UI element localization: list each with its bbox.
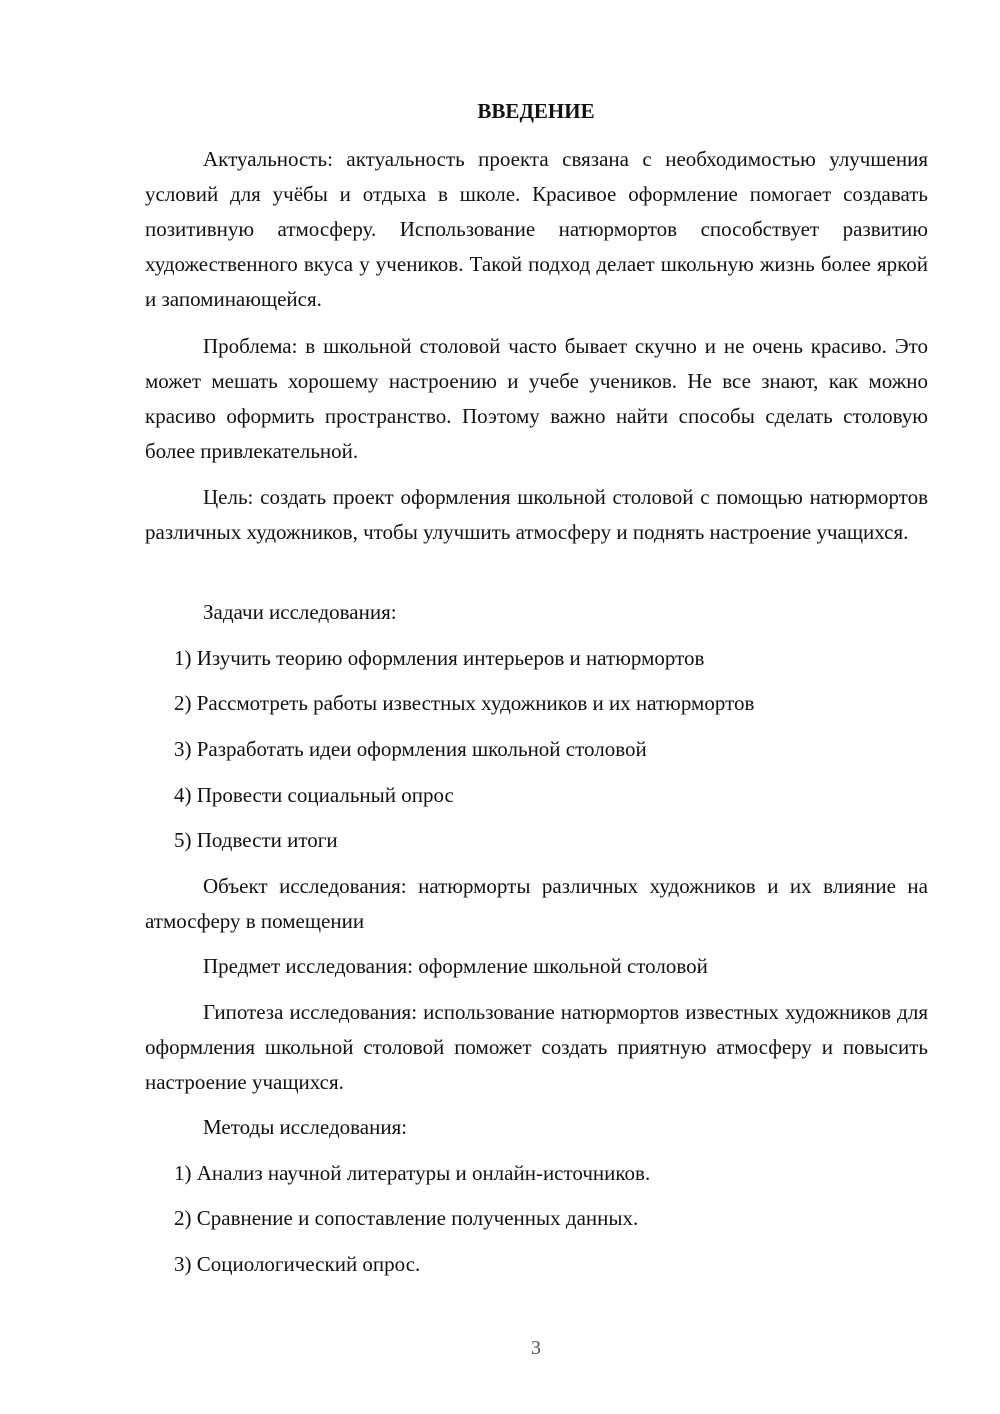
research-subject: Предмет исследования: оформление школьной столовой xyxy=(203,954,708,978)
methods-heading: Методы исследования: xyxy=(203,1115,408,1139)
tasks-heading: Задачи исследования: xyxy=(203,600,397,624)
task-item: 1) Изучить теорию оформления интерьеров и натюрмортов xyxy=(174,646,705,670)
method-item: 1) Анализ научной литературы и онлайн-источников. xyxy=(174,1161,651,1185)
paragraph-relevance: Актуальность: актуальность проекта связана с необходимостью улучшения условий для учёбы и отдыха в школе. Красивое оформление помогает создавать позитивную атмосферу. Использование натюрмортов способствует развитию художественного вкуса у учеников. Такой подход делает школьную жизнь более яркой и запоминающейся. xyxy=(145,147,928,311)
task-item: 3) Разработать идеи оформления школьной столовой xyxy=(174,737,647,761)
paragraph-hypothesis: Гипотеза исследования: использование натюрмортов известных художников для оформления школьной столовой поможет создать приятную атмосферу и повысить настроение учащихся. xyxy=(145,1000,928,1094)
section-heading: ВВЕДЕНИЕ xyxy=(477,99,595,123)
task-item: 5) Подвести итоги xyxy=(174,828,338,852)
paragraph-object: Объект исследования: натюрморты различных художников и их влияние на атмосферу в помещении xyxy=(145,874,928,933)
paragraph-problem: Проблема: в школьной столовой часто бывает скучно и не очень красиво. Это может мешать хорошему настроению и учебе учеников. Не все знают, как можно красиво оформить пространство. Поэтому важно найти способы сделать столовую более привлекательной. xyxy=(145,334,928,463)
task-item: 4) Провести социальный опрос xyxy=(174,783,454,807)
paragraph-goal: Цель: создать проект оформления школьной столовой с помощью натюрмортов различных художников, чтобы улучшить атмосферу и поднять настроение учащихся. xyxy=(145,485,928,544)
task-item: 2) Рассмотреть работы известных художников и их натюрмортов xyxy=(174,691,755,715)
method-item: 2) Сравнение и сопоставление полученных данных. xyxy=(174,1206,639,1230)
page-number: 3 xyxy=(531,1337,541,1359)
method-item: 3) Социологический опрос. xyxy=(174,1252,421,1276)
